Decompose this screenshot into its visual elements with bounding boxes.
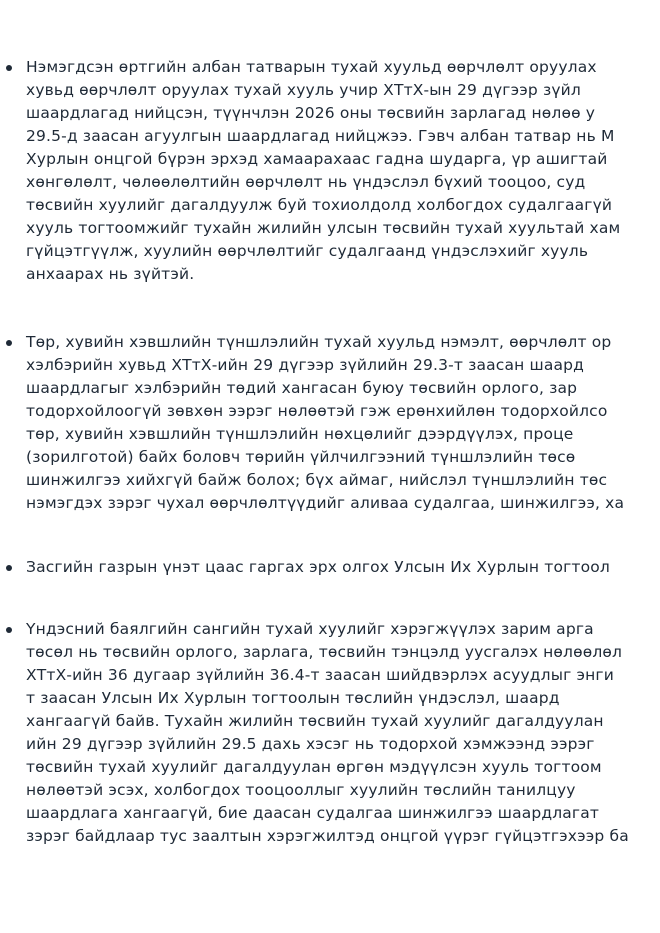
text-line: хангаагүй байв. Тухайн жилийн төсвийн тухай хуулийг дагалдуулан <box>26 712 604 730</box>
text-line: (зорилготой) байх боловч төрийн үйлчилгээний түншлэлийн төсө <box>26 448 576 466</box>
text-line: гүйцэтгүүлж, хуулийн өөрчлөлтийг судалгаанд үндэслэхийг хууль <box>26 242 589 260</box>
bullet-icon <box>6 65 12 71</box>
text-line: хэлбэрийн хувьд ХТтХ-ийн 29 дүгээр зүйлийн 29.3-т заасан шаард <box>26 356 584 374</box>
text-line: хөнгөлөлт, чөлөөлөлтийн өөрчлөлт нь үндэслэл бүхий тооцоо, суд <box>26 173 586 191</box>
text-line: шаардлагыг хэлбэрийн төдий хангасан буюу төсвийн орлого, зар <box>26 379 578 397</box>
text-line: тодорхойлоогүй зөвхөн ээрэг нөлөөтэй гэж ерөнхийлөн тодорхойлсо <box>26 402 608 420</box>
text-line: анхаарах нь зүйтэй. <box>26 265 195 283</box>
text-line: төр, хувийн хэвшлийн түншлэлийн нөхцөлийг дээрдүүлэх, проце <box>26 425 574 443</box>
text-line: ийн 29 дүгээр зүйлийн 29.5 дахь хэсэг нь тодорхой хэмжээнд ээрэг <box>26 735 595 753</box>
bullet-icon <box>6 627 12 633</box>
text-line: хувьд өөрчлөлт оруулах тухай хууль учир ХТтХ-ын 29 дүгээр зүйл <box>26 81 581 99</box>
text-line: ХТтХ-ийн 36 дугаар зүйлийн 36.4-т заасан шийдвэрлэх асуудлыг энги <box>26 666 614 684</box>
text-line: хууль тогтоомжийг тухайн жилийн улсын төсвийн тухай хуультай хам <box>26 219 621 237</box>
bullet-icon <box>6 340 12 346</box>
text-line: нэмэгдэх зэрэг чухал өөрчлөлтүүдийг аливаа судалгаа, шинжилгээ, ха <box>26 494 625 512</box>
bullet-icon <box>6 565 12 571</box>
text-line: Төр, хувийн хэвшлийн түншлэлийн тухай хуульд нэмэлт, өөрчлөлт ор <box>26 333 612 351</box>
text-line: Засгийн газрын үнэт цаас гаргах эрх олгох Улсын Их Хурлын тогтоол <box>26 558 610 576</box>
text-line: шаардлага хангаагүй, бие даасан судалгаа шинжилгээ шаардлагат <box>26 804 600 822</box>
paragraph-text <box>26 56 660 286</box>
text-line: төсвийн тухай хуулийг дагалдуулан өргөн мэдүүлсэн хууль тогтоом <box>26 758 602 776</box>
text-line: шаардлагад нийцсэн, түүнчлэн 2026 оны төсвийн зарлагад нөлөө у <box>26 104 596 122</box>
paragraph-text <box>26 618 660 848</box>
text-line: Үндэсний баялгийн сангийн тухай хуулийг хэрэгжүүлэх зарим арга <box>26 620 594 638</box>
text-line: төсвийн хуулийг дагалдуулж буй тохиолдолд холбогдох судалгаагүй <box>26 196 613 214</box>
text-line: нөлөөтэй эсэх, холбогдох тооцооллыг хуулийн төслийн танилцуу <box>26 781 576 799</box>
text-line: Хурлын онцгой бүрэн эрхэд хамаарахаас гадна шударга, үр ашигтай <box>26 150 608 168</box>
text-line: 29.5-д заасан агуулгын шаардлагад нийцжээ. Гэвч албан татвар нь М <box>26 127 615 145</box>
text-line: төсөл нь төсвийн орлого, зарлага, төсвийн тэнцэлд уусгалэх нөлөөлөл <box>26 643 623 661</box>
text-line: шинжилгээ хийхгүй байж болох; бүх аймаг, нийслэл түншлэлийн төс <box>26 471 608 489</box>
text-line: зэрэг байдлаар тус заалтын хэрэгжилтэд онцгой үүрэг гүйцэтгэхээр ба <box>26 827 629 845</box>
text-line: т заасан Улсын Их Хурлын тогтоолын төслийн үндэслэл, шаард <box>26 689 560 707</box>
paragraph-text <box>26 331 660 515</box>
paragraph-text <box>26 556 660 579</box>
text-line: Нэмэгдсэн өртгийн албан татварын тухай хуульд өөрчлөлт оруулах <box>26 58 597 76</box>
